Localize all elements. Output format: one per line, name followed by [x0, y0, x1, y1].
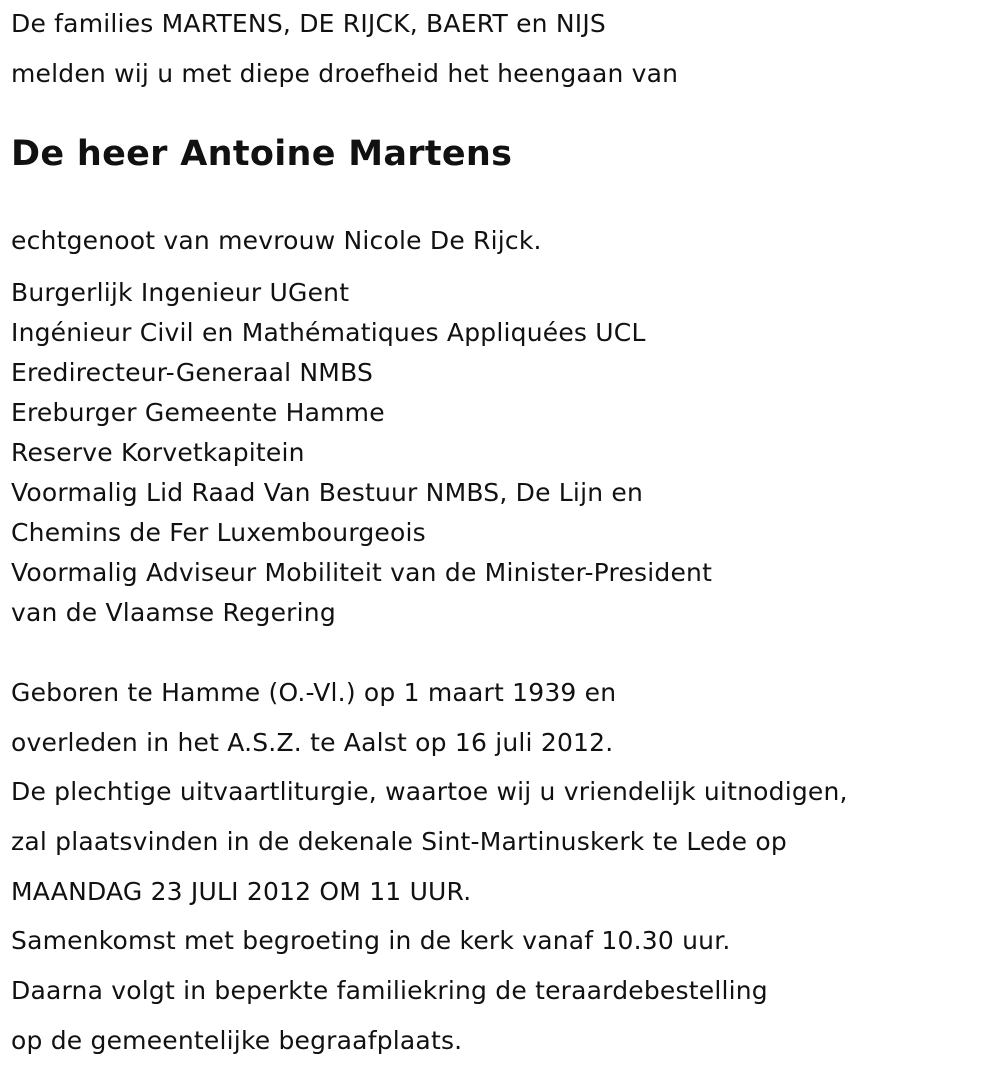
title-item: Ingénieur Civil en Mathématiques Appliquées UCL	[11, 318, 646, 347]
detail-line: De plechtige uitvaartliturgie, waartoe wij u vriendelijk uitnodigen,	[11, 777, 848, 807]
detail-line: MAANDAG 23 JULI 2012 OM 11 UUR.	[11, 876, 472, 906]
deceased-name: De heer Antoine Martens	[11, 134, 513, 174]
titles-list	[11, 276, 712, 636]
detail-line: overleden in het A.S.Z. te Aalst op 16 juli 2012.	[11, 727, 614, 757]
detail-line: op de gemeentelijke begraafplaats.	[11, 1025, 463, 1055]
intro-line-2: melden wij u met diepe droefheid het heengaan van	[11, 59, 679, 88]
title-item: Chemins de Fer Luxembourgeois	[11, 518, 426, 547]
detail-line: Daarna volgt in beperkte familiekring de teraardebestelling	[11, 976, 768, 1006]
spouse-line: echtgenoot van mevrouw Nicole De Rijck.	[11, 226, 542, 255]
intro-line-1: De families MARTENS, DE RIJCK, BAERT en NIJS	[11, 9, 606, 38]
title-item: Reserve Korvetkapitein	[11, 438, 305, 467]
title-item: Voormalig Lid Raad Van Bestuur NMBS, De Lijn en	[11, 478, 644, 507]
detail-line: zal plaatsvinden in de dekenale Sint-Martinuskerk te Lede op	[11, 827, 787, 857]
title-item: Burgerlijk Ingenieur UGent	[11, 278, 350, 307]
title-item: van de Vlaamse Regering	[11, 598, 336, 627]
title-item: Voormalig Adviseur Mobiliteit van de Minister-President	[11, 558, 713, 587]
title-item: Eredirecteur-Generaal NMBS	[11, 358, 374, 387]
detail-line: Samenkomst met begroeting in de kerk vanaf 10.30 uur.	[11, 926, 731, 956]
title-item: Ereburger Gemeente Hamme	[11, 398, 385, 427]
details-list	[11, 676, 848, 1074]
detail-line: Geboren te Hamme (O.-Vl.) op 1 maart 1939 en	[11, 678, 617, 707]
